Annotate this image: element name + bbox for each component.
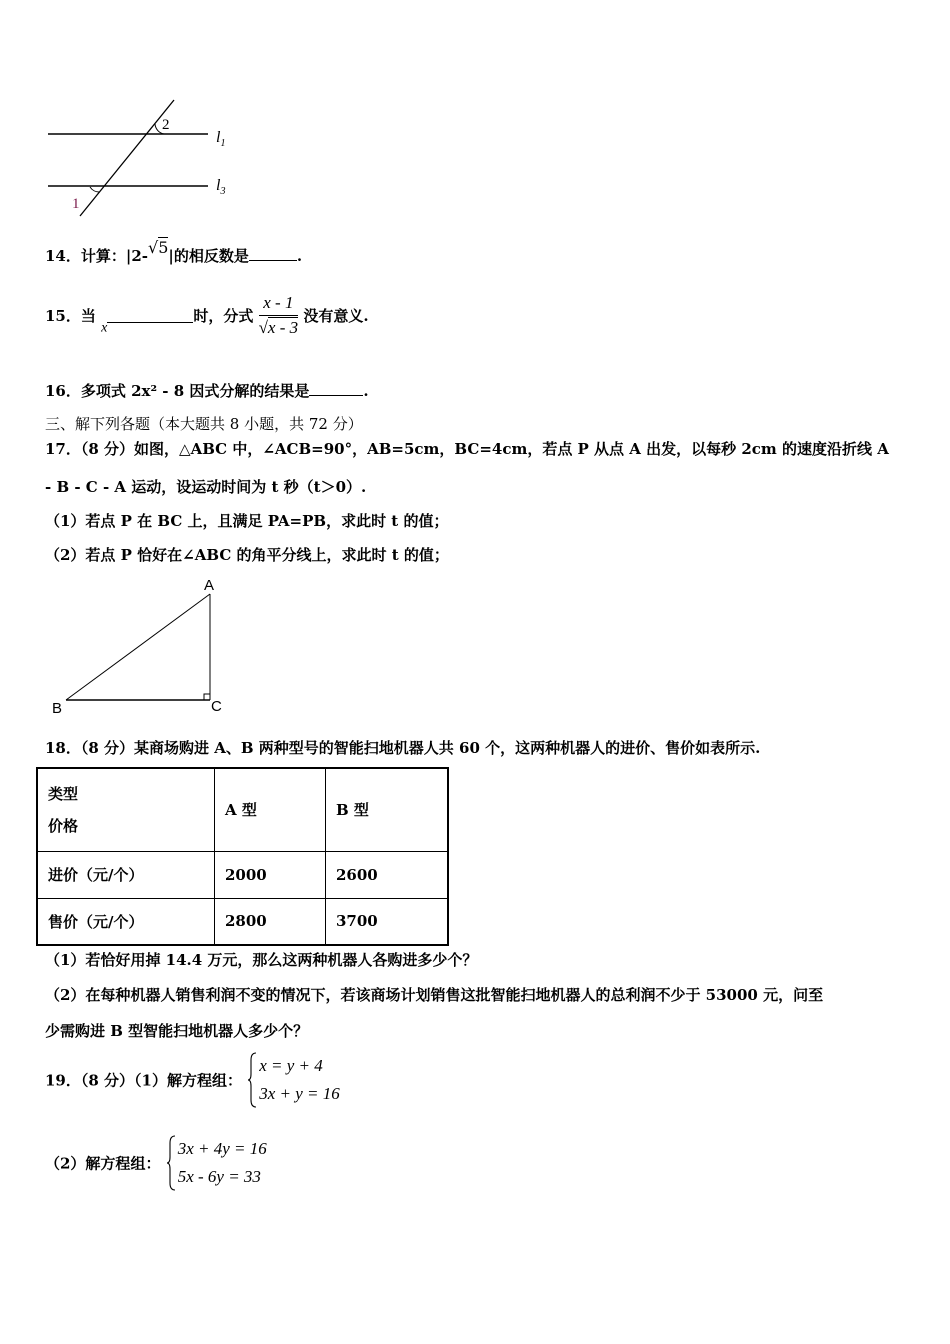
question-17-part2: （2）若点 P 恰好在∠ABC 的角平分线上，求此时 t 的值； <box>45 546 449 564</box>
triangle-figure <box>48 574 233 719</box>
angle-1-label: 1 <box>72 196 80 212</box>
question-18-part2-line2: 少需购进 B 型智能扫地机器人多少个？ <box>45 1022 309 1040</box>
cell-a: 2800 <box>215 898 326 945</box>
question-18-intro: 18．（8 分）某商场购进 A、B 两种型号的智能扫地机器人共 60 个，这两种机器人的进价、售价如表所示. <box>45 739 761 757</box>
sqrt-expression: √5 <box>148 238 169 257</box>
cell-b: 3700 <box>326 898 449 945</box>
fraction: $\frac{x - 1}{√x - 3}$ <box>258 293 299 337</box>
question-17-part1: （1）若点 P 在 BC 上，且满足 PA=PB，求此时 t 的值； <box>45 512 449 530</box>
row-label: 进价（元/个） <box>37 851 215 898</box>
question-17-line2: - B - C - A 运动，设运动时间为 t 秒（t＞0）. <box>45 478 367 496</box>
question-18-part2-line1: （2）在每种机器人销售利润不变的情况下，若该商场计划销售这批智能扫地机器人的总利润不少于 53000 元，问至 <box>45 986 824 1004</box>
side-ab <box>66 594 210 700</box>
vertex-c-label: C <box>211 698 222 715</box>
section-heading: 三、解下列各题（本大题共 8 小题，共 72 分） <box>45 415 363 433</box>
parallel-lines-figure <box>40 98 240 223</box>
question-18-part1: （1）若恰好用掉 14.4 万元，那么这两种机器人各购进多少个？ <box>45 951 478 969</box>
table-header-row <box>37 768 448 851</box>
equation-system-2: 3x + 4y = 16 5x - 6y = 33 <box>166 1135 267 1191</box>
vertex-a-label: A <box>204 577 215 594</box>
price-table <box>36 767 449 946</box>
brace-icon <box>247 1052 257 1108</box>
answer-blank-16[interactable] <box>309 381 363 396</box>
column-b-header: B 型 <box>326 768 449 851</box>
transversal <box>80 100 174 216</box>
cell-a: 2000 <box>215 851 326 898</box>
brace-icon <box>166 1135 176 1191</box>
equation-system-1: x = y + 4 3x + y = 16 <box>247 1052 340 1108</box>
question-15: 15．当 x时，分式 $\frac{x - 1}{√x - 3}$ 没有意义. <box>45 293 369 337</box>
right-angle-mark <box>204 694 210 700</box>
table-row <box>37 851 448 898</box>
label-l3: $l_3$ <box>216 177 226 197</box>
question-17-line1: 17．（8 分）如图，△ABC 中，∠ACB=90°，AB=5cm，BC=4cm，若点 P 从点 A 出发，以每秒 2cm 的速度沿折线 A <box>45 440 889 458</box>
column-a-header: A 型 <box>215 768 326 851</box>
label-l1: $l_1$ <box>216 129 226 149</box>
answer-blank-15[interactable] <box>107 308 193 323</box>
vertex-b-label: B <box>52 700 63 717</box>
cell-b: 2600 <box>326 851 449 898</box>
table-row <box>37 898 448 945</box>
table-header-corner: 类型 价格 <box>37 768 215 851</box>
angle-2-label: 2 <box>162 117 170 133</box>
question-19-part1: 19．（8 分）（1）解方程组： x = y + 4 3x + y = 16 <box>45 1052 340 1108</box>
question-19-part2: （2）解方程组： 3x + 4y = 16 5x - 6y = 33 <box>45 1135 267 1191</box>
question-16: 16．多项式 2x² - 8 因式分解的结果是 . <box>45 382 369 400</box>
question-14: 14．计算：|2-√5|的相反数是 . <box>45 238 303 265</box>
angle-1-arc <box>90 187 100 192</box>
row-label: 售价（元/个） <box>37 898 215 945</box>
answer-blank-14[interactable] <box>249 246 297 261</box>
